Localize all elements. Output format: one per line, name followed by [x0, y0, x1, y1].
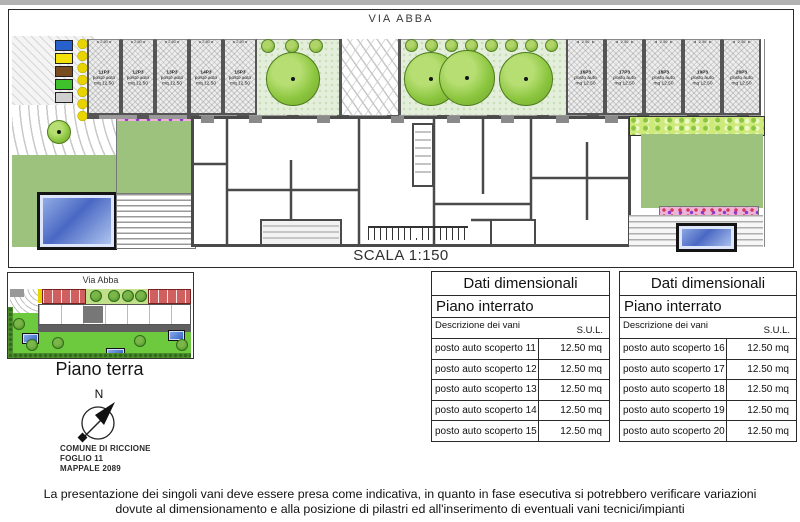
parking-stall-19 [683, 39, 722, 116]
stall-dimension: ◂ 2.50 ▸ [164, 39, 180, 44]
table-row: posto auto scoperto 11 12.50 mq [432, 339, 609, 360]
main-plan-frame [8, 9, 794, 268]
stall-dimension: ◂ 2.50 ▸ [130, 39, 146, 44]
bush-icon [425, 39, 438, 52]
stall-dimension: ◂ 2.50 ▸ [96, 39, 112, 44]
disclaimer-line-2: dovute al dimensionamento e alla posizione di pilastri ed all'inserimento di eventuali vani tecnici/impianti [115, 502, 685, 516]
stall-label: 18P3 posto auto mq 12.50 [652, 69, 675, 86]
column-header-sul: S.U.L. [576, 325, 603, 336]
bush-icon [261, 39, 275, 53]
table-row: posto auto scoperto 18 12.50 mq [620, 380, 796, 401]
table-row: posto auto scoperto 19 12.50 mq [620, 401, 796, 422]
bin-gray [55, 92, 73, 103]
table-row: posto auto scoperto 12 12.50 mq [432, 360, 609, 381]
garage-ramp [339, 39, 401, 116]
inset-caption: Piano terra [55, 359, 144, 379]
tree-icon [52, 337, 64, 349]
boundary-line [764, 39, 765, 247]
stall-dimension: ◂ 2.50 ▸ [615, 39, 634, 44]
table-row: posto auto scoperto 14 12.50 mq [432, 401, 609, 422]
bush-icon [485, 39, 498, 52]
table-title: Dati dimensionali [432, 272, 609, 296]
bush-icon [525, 39, 538, 52]
dimension-table-1 [431, 271, 610, 442]
table-row: posto auto scoperto 13 12.50 mq [432, 380, 609, 401]
compass-icon [65, 386, 135, 448]
stall-label: 11P3 posto auto mq 12.50 [92, 69, 116, 86]
stall-dimension: ◂ 2.50 ▸ [732, 39, 751, 44]
tree-icon [13, 318, 25, 330]
parking-stall-20 [722, 39, 761, 116]
svg-text:N: N [94, 387, 104, 401]
tree-icon [266, 52, 320, 106]
stall-dimension: ◂ 2.50 ▸ [232, 39, 248, 44]
hedge-strip [629, 116, 765, 136]
tree-icon [90, 290, 102, 302]
tree-icon [134, 335, 146, 347]
stall-label: 19P3 posto auto mq 12.50 [691, 69, 714, 86]
tree-icon [108, 290, 120, 302]
table-row: posto auto scoperto 15 12.50 mq [432, 421, 609, 441]
inset-core [83, 306, 103, 323]
table-row: posto auto scoperto 20 12.50 mq [620, 421, 796, 441]
scale-bar-gap [413, 228, 422, 238]
table-row: posto auto scoperto 17 12.50 mq [620, 360, 796, 381]
stall-dimension: ◂ 2.50 ▸ [576, 39, 595, 44]
inset-roof-left [42, 289, 86, 304]
stall-dimension: ◂ 2.50 ▸ [693, 39, 712, 44]
column-header-desc: Descrizione dei vani [623, 320, 709, 331]
column-header-sul: S.U.L. [763, 325, 790, 336]
stall-label: 12P3 posto auto mq 12.50 [126, 69, 150, 86]
bin-blue [55, 40, 73, 51]
bush-icon [309, 39, 323, 53]
inset-roof-right [148, 289, 191, 304]
tree-icon [26, 339, 38, 351]
inset-hedge-left [8, 307, 13, 357]
tree-icon [499, 52, 553, 106]
stall-dimension: ◂ 2.50 ▸ [654, 39, 673, 44]
tree-icon [135, 290, 147, 302]
stall-label: 16P3 posto auto mq 12.50 [574, 69, 597, 86]
inset-road-label: Via Abba [82, 275, 119, 285]
tree-icon [47, 120, 71, 144]
stall-label: 14P3 posto auto mq 12.50 [194, 69, 218, 86]
disclaimer-text [0, 487, 800, 517]
bush-icon [445, 39, 458, 52]
table-subtitle: Piano interrato [432, 296, 609, 318]
scan-edge-strip [0, 0, 800, 5]
tree-icon [176, 339, 188, 351]
bush-icon [545, 39, 558, 52]
tree-icon [439, 50, 495, 106]
road-label-via-abba: VIA ABBA [368, 13, 434, 25]
table-subtitle: Piano interrato [620, 296, 796, 318]
courtyard-lawn [116, 121, 196, 193]
scale-label: SCALA 1:150 [353, 247, 449, 264]
stall-label: 15P3 posto auto mq 12.50 [228, 69, 252, 86]
dimension-table-2 [619, 271, 797, 442]
cadastre-block [60, 444, 151, 474]
parking-stall-17 [605, 39, 644, 116]
bush-icon [285, 39, 299, 53]
column-header-desc: Descrizione dei vani [435, 320, 521, 331]
table-header [620, 318, 796, 339]
tree-icon [122, 290, 134, 302]
parking-stall-15 [223, 39, 257, 116]
lawn-right [641, 134, 763, 208]
table-row: posto auto scoperto 16 12.50 mq [620, 339, 796, 360]
bin-brown [55, 66, 73, 77]
table-header [432, 318, 609, 339]
recycling-bins [55, 40, 73, 105]
stall-label: 20P3 posto auto mq 12.50 [730, 69, 753, 86]
bin-yellow [55, 53, 73, 64]
inset-piano-terra [7, 272, 194, 359]
stall-dimension: ◂ 2.50 ▸ [198, 39, 214, 44]
parking-stall-16 [566, 39, 605, 116]
bush-icon [405, 39, 418, 52]
table-title: Dati dimensionali [620, 272, 796, 296]
inset-structure [10, 289, 24, 297]
cadastre-mappale: MAPPALE 2089 [60, 464, 121, 473]
stairs-left [116, 193, 196, 249]
cadastre-foglio: FOGLIO 11 [60, 454, 104, 463]
parking-stall-18 [644, 39, 683, 116]
cadastre-comune: COMUNE DI RICCIONE [60, 444, 151, 453]
bush-icon [505, 39, 518, 52]
stall-label: 13P3 posto auto mq 12.50 [160, 69, 184, 86]
bin-green [55, 79, 73, 90]
swimming-pool [37, 192, 117, 250]
disclaimer-line-1: La presentazione dei singoli vani deve essere presa come indicativa, in quanto in fase esecutiva si potrebbero verificare variazioni [43, 487, 757, 501]
inset-hedge-bottom [8, 353, 191, 358]
stall-label: 17P3 posto auto mq 12.50 [613, 69, 636, 86]
inset-building [38, 304, 191, 325]
